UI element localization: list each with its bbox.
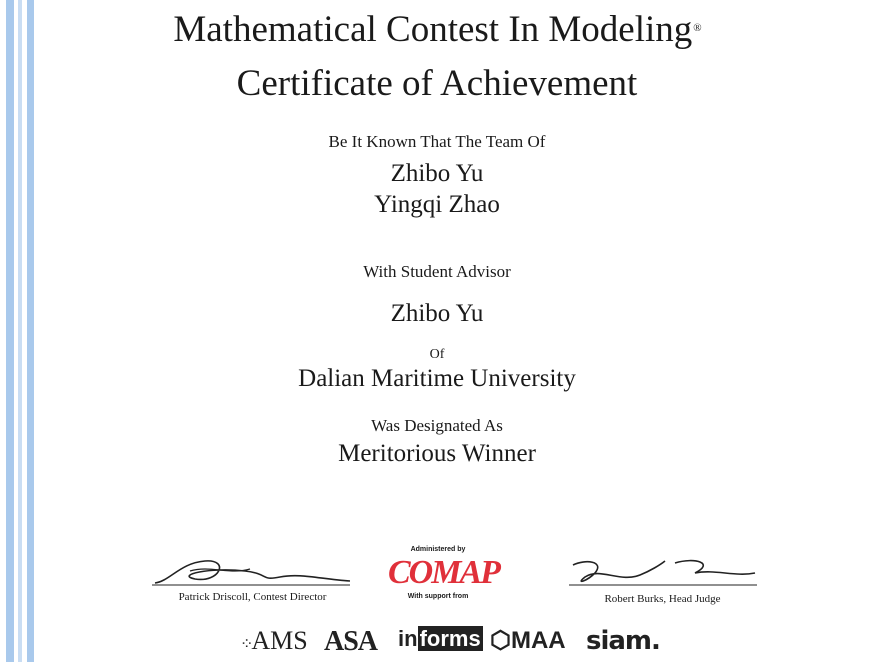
- award-title: Meritorious Winner: [338, 440, 536, 467]
- certificate-title: Mathematical Contest In Modeling®: [173, 9, 702, 50]
- registered-mark: ®: [693, 22, 702, 34]
- team-member-1: Zhibo Yu: [390, 160, 484, 187]
- intro-text: Be It Known That The Team Of: [328, 132, 546, 151]
- judge-signature: [565, 555, 760, 591]
- judge-signature-block: [565, 555, 760, 605]
- ams-dots-icon: ⁘: [240, 636, 252, 653]
- director-signature-block: [150, 553, 355, 603]
- advisor-name: Zhibo Yu: [390, 300, 484, 327]
- with-support-label: With support from: [407, 593, 469, 600]
- comap-block: [388, 546, 499, 600]
- designation-label: Was Designated As: [371, 416, 503, 435]
- informs-logo: informs: [398, 626, 481, 651]
- sponsor-logos: [240, 622, 670, 662]
- director-caption: Patrick Driscoll, Contest Director: [178, 591, 327, 603]
- icosahedron-icon: ⬡: [490, 627, 511, 654]
- administered-by-label: Administered by: [410, 546, 466, 553]
- certificate-subtitle: Certificate of Achievement: [236, 63, 638, 104]
- team-member-2: Yingqi Zhao: [374, 191, 500, 218]
- institution-name: Dalian Maritime University: [298, 365, 576, 392]
- advisor-label: With Student Advisor: [363, 262, 511, 281]
- of-label: Of: [429, 347, 445, 362]
- director-signature: [150, 553, 355, 589]
- siam-logo: siam.: [586, 626, 660, 656]
- maa-logo: ⬡MAA: [490, 627, 566, 654]
- ams-logo: ⁘AMS: [240, 626, 308, 655]
- judge-caption: Robert Burks, Head Judge: [604, 593, 721, 605]
- comap-logo: COMAP: [388, 554, 499, 591]
- asa-logo: ASA: [324, 626, 378, 657]
